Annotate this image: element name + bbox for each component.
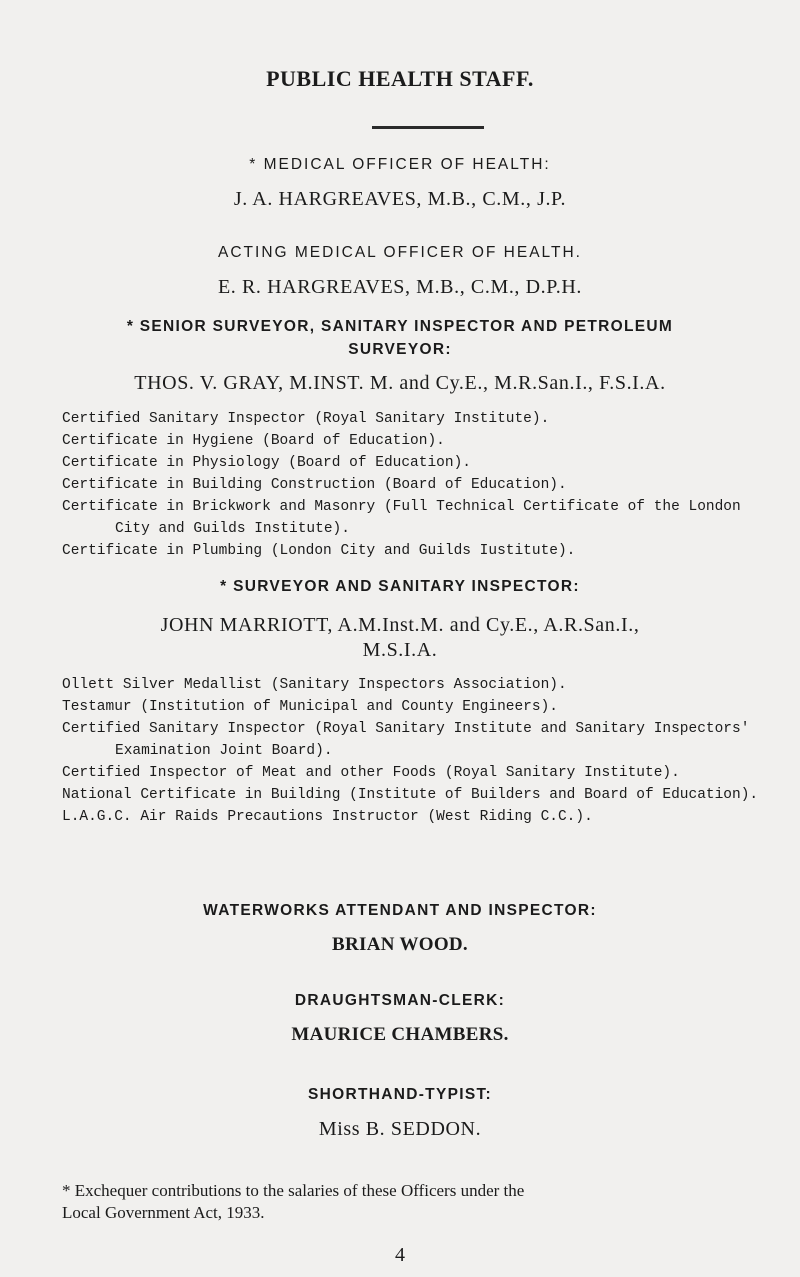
name-draughtsman: MAURICE CHAMBERS.	[291, 1024, 509, 1045]
name-waterworks: BRIAN WOOD.	[332, 934, 468, 955]
name-typist: Miss B. SEDDON.	[318, 1118, 482, 1140]
heading-waterworks: WATERWORKS ATTENDANT AND INSPECTOR:	[203, 902, 597, 919]
heading-moh: * MEDICAL OFFICER OF HEALTH:	[249, 156, 551, 173]
qualification-item: L.A.G.C. Air Raids Precautions Instructor (West Riding C.C.).	[62, 809, 593, 825]
page-number: 4	[395, 1244, 405, 1266]
name-acting-moh: E. R. HARGREAVES, M.B., C.M., D.P.H.	[217, 276, 583, 298]
name-surveyor-line2: M.S.I.A.	[362, 639, 438, 661]
name-senior-surveyor: THOS. V. GRAY, M.INST. M. and Cy.E., M.R.San.I., F.S.I.A.	[134, 372, 666, 394]
qualification-item: Certified Sanitary Inspector (Royal Sanitary Institute and Sanitary Inspectors' Examination Joint Board).	[62, 721, 750, 759]
qualification-item: Certificate in Brickwork and Masonry (Full Technical Certificate of the London City and Guilds Institute).	[62, 499, 741, 537]
qualification-item: Testamur (Institution of Municipal and County Engineers).	[62, 699, 558, 715]
qualification-item: Certificate in Hygiene (Board of Education).	[62, 433, 445, 449]
qualifications-senior-surveyor	[62, 408, 762, 562]
heading-draughtsman: DRAUGHTSMAN-CLERK:	[294, 992, 506, 1009]
footnote-line1: * Exchequer contributions to the salaries of these Officers under the	[62, 1181, 525, 1200]
qualification-item: Certificate in Building Construction (Board of Education).	[62, 477, 567, 493]
qualification-item: Certified Sanitary Inspector (Royal Sanitary Institute).	[62, 411, 550, 427]
page-title: PUBLIC HEALTH STAFF.	[266, 66, 534, 91]
heading-surveyor: * SURVEYOR AND SANITARY INSPECTOR:	[220, 578, 580, 595]
heading-senior-surveyor-line1: * SENIOR SURVEYOR, SANITARY INSPECTOR AND PETROLEUM	[126, 318, 674, 335]
qualification-item: Certificate in Physiology (Board of Education).	[62, 455, 471, 471]
qualification-item: Certificate in Plumbing (London City and Guilds Iustitute).	[62, 543, 576, 559]
heading-acting-moh: ACTING MEDICAL OFFICER OF HEALTH.	[218, 244, 582, 261]
footnote-line2: Local Government Act, 1933.	[62, 1203, 265, 1222]
title-underline	[372, 126, 484, 129]
heading-typist: SHORTHAND-TYPIST:	[308, 1086, 492, 1103]
qualifications-surveyor	[62, 674, 762, 828]
qualification-item: National Certificate in Building (Institute of Builders and Board of Education).	[62, 787, 759, 803]
name-surveyor-line1: JOHN MARRIOTT, A.M.Inst.M. and Cy.E., A.R.San.I.,	[160, 614, 640, 636]
qualification-item: Certified Inspector of Meat and other Foods (Royal Sanitary Institute).	[62, 765, 680, 781]
qualification-item: Ollett Silver Medallist (Sanitary Inspectors Association).	[62, 677, 567, 693]
footnote	[62, 1180, 762, 1224]
name-moh: J. A. HARGREAVES, M.B., C.M., J.P.	[233, 188, 567, 210]
heading-senior-surveyor-line2: SURVEYOR:	[348, 341, 452, 358]
